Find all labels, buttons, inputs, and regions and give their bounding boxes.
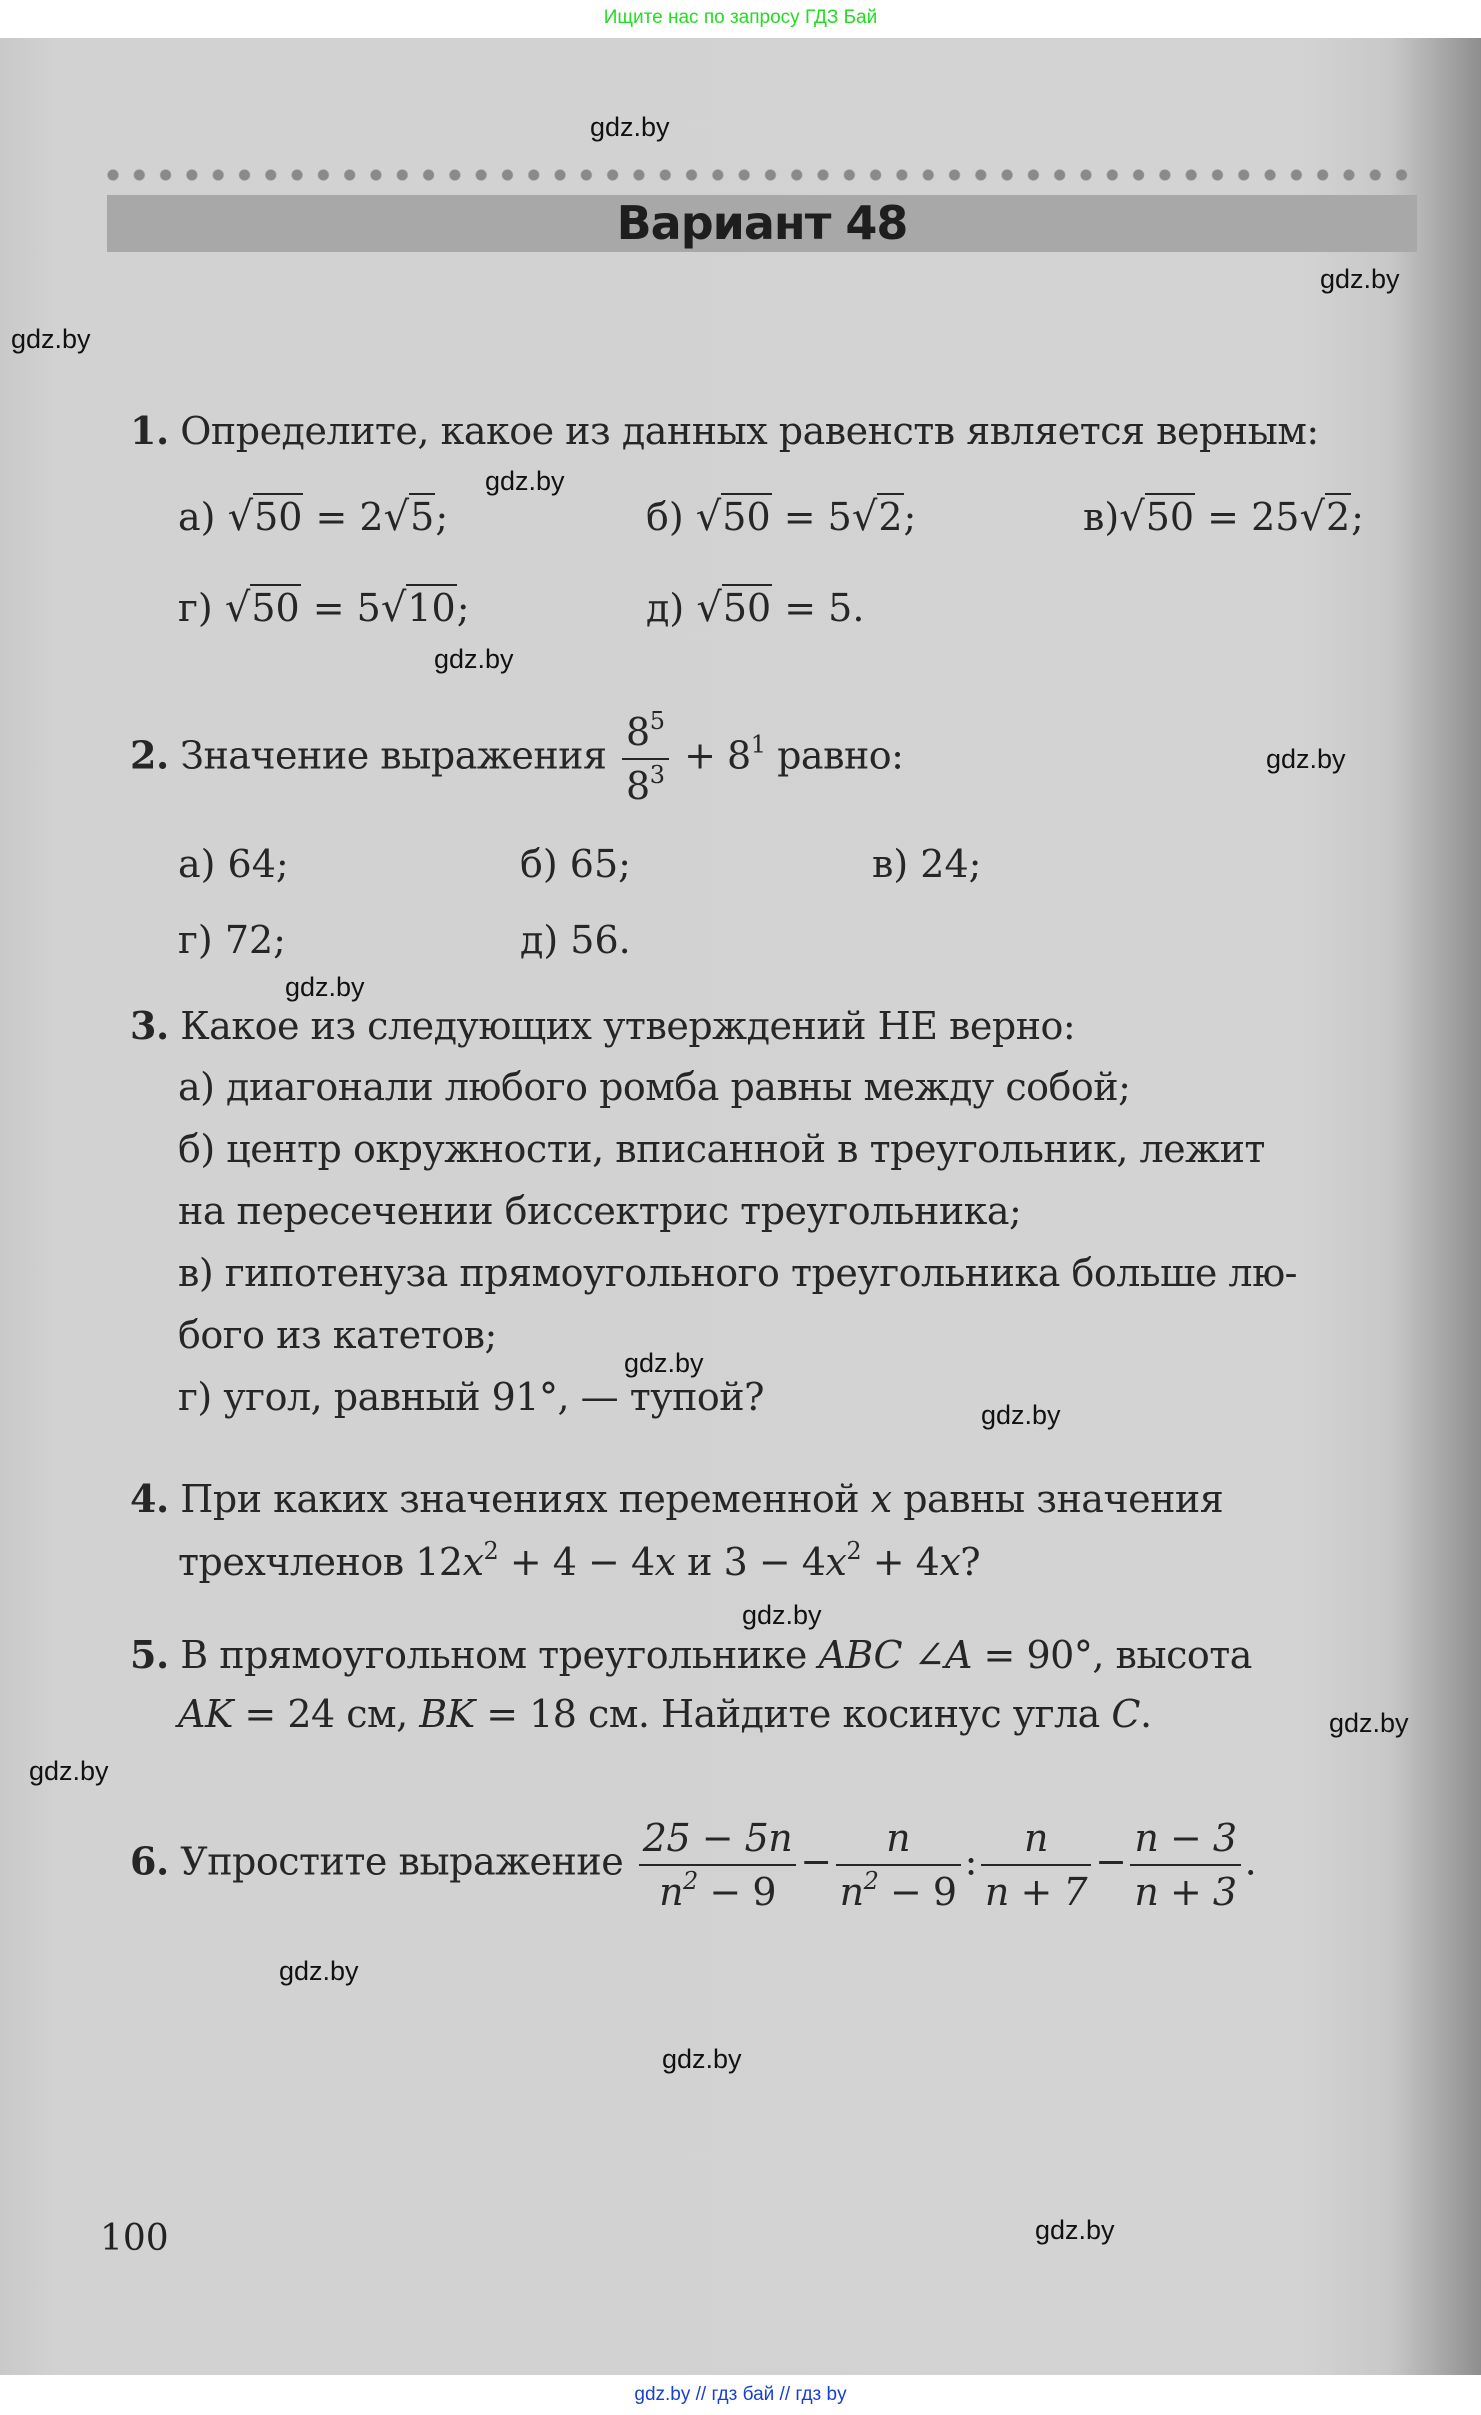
q5-line-2 [178, 1692, 1152, 1736]
expr-part: + 4 − 4 [498, 1540, 655, 1584]
denominator [836, 1866, 961, 1918]
equals-part: = 5 [771, 495, 852, 539]
question-number: 4. [130, 1476, 169, 1521]
equals-part: = 25 [1195, 495, 1300, 539]
numerator: n − 3 [1130, 1812, 1240, 1866]
exponent: 3 [649, 761, 665, 789]
exponent: 2 [483, 1537, 499, 1565]
question-end: . [1139, 1692, 1152, 1736]
q3-line-2: б) центр окружности, вписанной в треугольник, лежит [178, 1127, 1265, 1171]
question-text: = 24 см, [232, 1692, 420, 1736]
watermark: gdz.by [662, 2044, 742, 2074]
question-tail: равно: [777, 733, 904, 778]
denominator [622, 760, 668, 812]
question-number: 1. [130, 408, 169, 453]
equals-part: = 2 [303, 495, 384, 539]
question-1 [130, 408, 1319, 453]
fraction-1 [639, 1812, 797, 1918]
radicand: 10 [407, 586, 456, 630]
question-text: равны значения [891, 1477, 1224, 1521]
variable: x [939, 1540, 961, 1584]
equals-part: = 5. [772, 586, 865, 630]
fraction-2 [836, 1812, 961, 1918]
exponent: 5 [649, 707, 665, 735]
sqrt-icon: √ [1299, 494, 1325, 540]
question-text: трехчленов 12 [178, 1540, 463, 1584]
exponent: 2 [863, 1867, 879, 1895]
exponent: 1 [750, 730, 766, 759]
base: 8 [626, 764, 650, 808]
q4-line-2 [178, 1537, 981, 1584]
operator: : [964, 1839, 977, 1884]
question-text: Значение выражения [180, 733, 607, 778]
q2-option-d: г) 72; [178, 918, 286, 962]
watermark: gdz.by [981, 1400, 1061, 1430]
question-number: 5. [130, 1632, 169, 1677]
footer-links [0, 2375, 1481, 2415]
option-label: а) [178, 495, 216, 539]
q2-option-e: д) 56. [520, 918, 631, 962]
watermark: gdz.by [434, 644, 514, 674]
variable: x [462, 1540, 484, 1584]
watermark: gdz.by [742, 1600, 822, 1630]
radicand: 50 [251, 586, 300, 630]
variable: n [839, 1870, 864, 1914]
q1-option-d [178, 585, 470, 631]
question-3 [130, 1003, 1075, 1048]
q3-line-6: г) угол, равный 91°, — тупой? [178, 1375, 764, 1419]
option-end: ; [903, 495, 917, 539]
q1-option-e [646, 585, 864, 631]
watermark: gdz.by [624, 1348, 704, 1378]
radicand: 2 [1325, 495, 1351, 539]
q3-line-4: в) гипотенуза прямоугольного треугольника больше лю- [178, 1251, 1297, 1295]
den-rest: − 9 [697, 1870, 777, 1914]
radicand: 50 [254, 495, 303, 539]
sqrt-icon: √ [696, 585, 722, 631]
page-number: 100 [100, 2218, 169, 2259]
radicand: 50 [722, 495, 771, 539]
expr-end: ? [960, 1540, 981, 1584]
sqrt-icon: √ [224, 585, 251, 631]
variable: x [870, 1477, 892, 1521]
numerator: 25 − 5n [639, 1812, 797, 1866]
denominator [639, 1866, 797, 1918]
variable: x [654, 1540, 676, 1584]
radicand: 50 [1145, 495, 1195, 539]
exponent: 2 [683, 1867, 698, 1895]
option-label: б) [646, 495, 684, 539]
watermark: gdz.by [485, 466, 565, 496]
watermark: gdz.by [1035, 2215, 1115, 2245]
question-text: В прямоугольном треугольнике [180, 1633, 819, 1677]
numerator: n [981, 1812, 1091, 1866]
triangle-name: ABC [818, 1633, 903, 1677]
base: 8 [626, 710, 650, 754]
option-end: ; [1351, 495, 1364, 539]
segment: BK [419, 1692, 475, 1736]
q2-option-c: в) 24; [872, 842, 982, 886]
option-label: г) [178, 586, 213, 630]
q2-option-b: б) 65; [520, 842, 631, 886]
fraction-3 [981, 1812, 1091, 1918]
search-banner [0, 0, 1481, 38]
question-number: 2. [130, 732, 169, 778]
question-5 [130, 1632, 1252, 1677]
question-text: = 90°, высота [971, 1633, 1252, 1677]
angle-symbol: ∠ [902, 1633, 946, 1677]
expr-part: и 3 − 4 [675, 1540, 826, 1584]
sqrt-icon: √ [383, 494, 410, 540]
vertex: A [945, 1633, 972, 1677]
question-number: 3. [130, 1003, 169, 1048]
watermark: gdz.by [590, 112, 670, 142]
q3-line-5: бого из катетов; [178, 1313, 497, 1357]
expr-end: . [1244, 1839, 1257, 1884]
sqrt-icon: √ [227, 494, 254, 540]
option-end: ; [456, 586, 470, 630]
equals-part: = 5 [300, 586, 381, 630]
question-text: При каких значениях переменной [180, 1477, 871, 1521]
sqrt-icon: √ [380, 585, 407, 631]
numerator: n [836, 1812, 961, 1866]
q1-option-c [1083, 494, 1364, 540]
numerator [622, 706, 668, 760]
option-label: д) [646, 586, 685, 630]
watermark: gdz.by [11, 324, 91, 354]
option-label: в) [1083, 495, 1120, 539]
fraction [622, 706, 668, 812]
denominator: n + 3 [1134, 1870, 1237, 1914]
q3-line-1: а) диагонали любого ромба равны между собой; [178, 1065, 1131, 1109]
dotted-divider [107, 167, 1417, 183]
operator: − [800, 1839, 832, 1884]
radicand: 5 [410, 495, 435, 539]
exponent: 2 [846, 1537, 862, 1565]
variable: n [659, 1870, 684, 1914]
variable: x [825, 1540, 847, 1584]
fraction-4 [1130, 1812, 1240, 1918]
watermark: gdz.by [285, 972, 365, 1002]
option-end: ; [435, 495, 449, 539]
footer-link-text[interactable]: gdz.by // гдз бай // гдз by [634, 2384, 847, 2405]
operator: − [1095, 1839, 1127, 1884]
segment: AK [178, 1692, 233, 1736]
plus-term: + 8 [684, 733, 751, 778]
radicand: 50 [722, 586, 772, 630]
watermark: gdz.by [1266, 744, 1346, 774]
q2-option-a: а) 64; [178, 842, 289, 886]
question-number: 6. [130, 1838, 169, 1884]
page-title: Вариант 48 [616, 196, 908, 250]
q1-option-b [646, 494, 916, 540]
watermark: gdz.by [1329, 1708, 1409, 1738]
question-text: = 18 см. Найдите косинус угла [474, 1692, 1112, 1736]
vertex: C [1111, 1692, 1140, 1736]
watermark: gdz.by [279, 1956, 359, 1986]
watermark: gdz.by [1320, 264, 1400, 294]
question-text: Упростите выражение [180, 1839, 624, 1884]
watermark: gdz.by [29, 1756, 109, 1786]
question-text: Какое из следующих утверждений НЕ верно: [180, 1004, 1076, 1048]
sqrt-icon: √ [851, 494, 878, 540]
q3-line-3: на пересечении биссектрис треугольника; [178, 1189, 1022, 1233]
denominator: n + 7 [984, 1870, 1088, 1914]
sqrt-icon: √ [695, 494, 722, 540]
question-6 [130, 1812, 1256, 1918]
expr-part: + 4 [861, 1540, 940, 1584]
banner-text: Ищите нас по запросу ГДЗ Бай [603, 7, 878, 28]
question-text: Определите, какое из данных равенств является верным: [180, 409, 1319, 453]
radicand: 2 [878, 495, 903, 539]
question-2 [130, 706, 903, 812]
question-4 [130, 1476, 1223, 1521]
den-rest: − 9 [878, 1870, 957, 1914]
sqrt-icon: √ [1119, 494, 1145, 540]
q1-option-a [178, 494, 448, 540]
